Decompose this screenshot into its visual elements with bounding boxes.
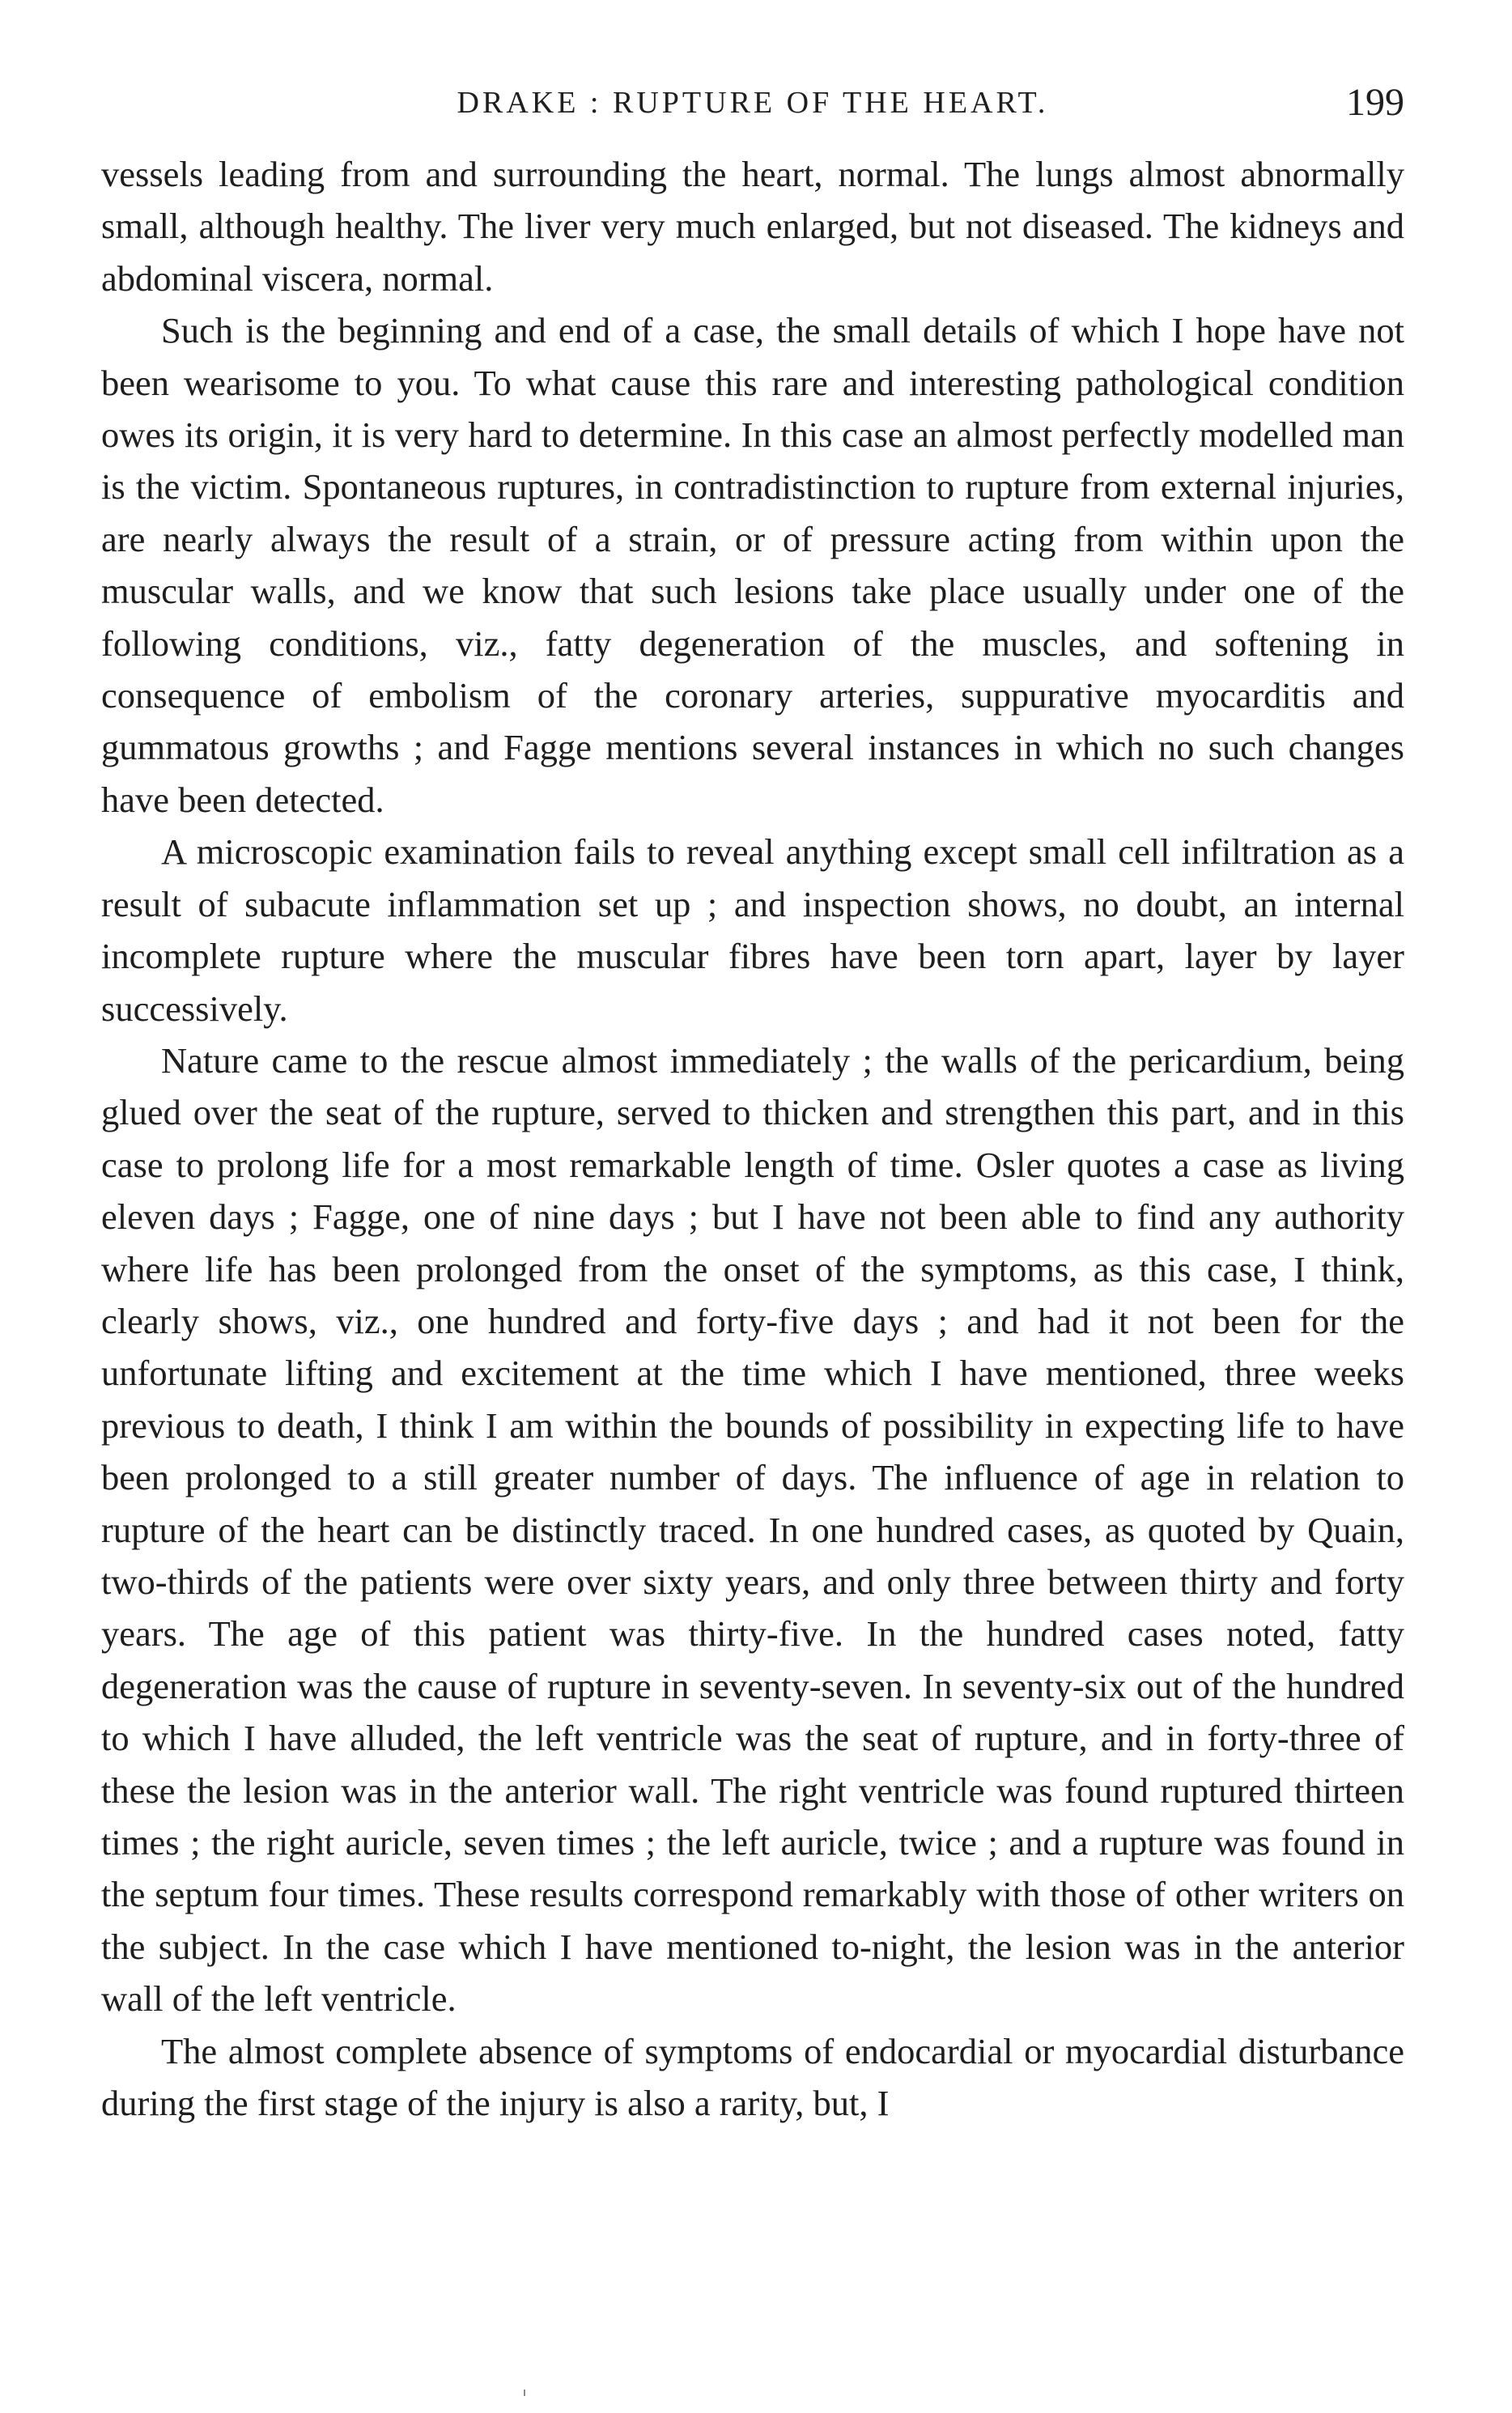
paragraph: Nature came to the rescue almost immediately ; the walls of the pericardium, being glued over the seat of the rupture, served to thicken and strengthen this part, and in this case to prolong life for a most remarkable length of time. Osler quotes a case as living eleven days ; Fagge, one of nine days ; but I have not been able to find any authority where life has been prolonged from the onset of the symptoms, as this case, I think, clearly shows, viz., one hundred and forty-five days ; and had it not been for the unfortunate lifting and excitement at the time which I have mentioned, three weeks previous to death, I think I am within the bounds of possibility in expecting life to have been prolonged to a still greater number of days. The influence of age in relation to rupture of the heart can be distinctly traced. In one hundred cases, as quoted by Quain, two-thirds of the patients were over sixty years, and only three between thirty and forty years. The age of this patient was thirty-five. In the hundred cases noted, fatty degeneration was the cause of rupture in seventy-seven. In seventy-six out of the hundred to which I have alluded, the left ventricle was the seat of rupture, and in forty-three of these the lesion was in the anterior wall. The right ventricle was found ruptured thirteen times ; the right auricle, seven times ; the left auricle, twice ; and a rupture was found in the septum four times. These results correspond remarkably with those of other writers on the subject. In the case which I have mentioned to-night, the lesion was in the anterior wall of the left ventricle.: [101, 1039, 1404, 2020]
paragraph: A microscopic examination fails to reveal anything except small cell infiltration as a result of subacute inflammation set up ; and inspection shows, no doubt, an internal incomplete rupture where the muscular fibres have been torn apart, layer by layer successively.: [101, 831, 1404, 1029]
running-title: DRAKE : RUPTURE OF THE HEART.: [457, 86, 1049, 120]
running-head: [101, 74, 1404, 131]
paragraph: Such is the beginning and end of a case, the small details of which I hope have not been wearisome to you. To what cause this rare and interesting pathological condition owes its origin, it is very hard to determine. In this case an almost perfectly modelled man is the victim. Spontaneous ruptures, in contradistinction to rupture from external injuries, are nearly always the result of a strain, or of pressure acting from within upon the muscular walls, and we know that such lesions take place usually under one of the following conditions, viz., fatty degeneration of the muscles, and softening in consequence of embolism of the coronary arteries, suppurative myocarditis and gummatous growths ; and Fagge mentions several instances in which no such changes have been detected.: [101, 310, 1404, 820]
body-text: [101, 148, 1404, 2129]
paragraph: The almost complete absence of symptoms of endocardial or myocardial disturbance during the first stage of the injury is also a rarity, but, I: [101, 2030, 1404, 2124]
print-mark: [524, 2390, 525, 2396]
paragraph-continued: vessels leading from and surrounding the heart, normal. The lungs almost abnormally small, although healthy. The liver very much enlarged, but not diseased. The kidneys and abdominal viscera, normal.: [101, 154, 1404, 299]
page-number: 199: [1346, 81, 1404, 124]
